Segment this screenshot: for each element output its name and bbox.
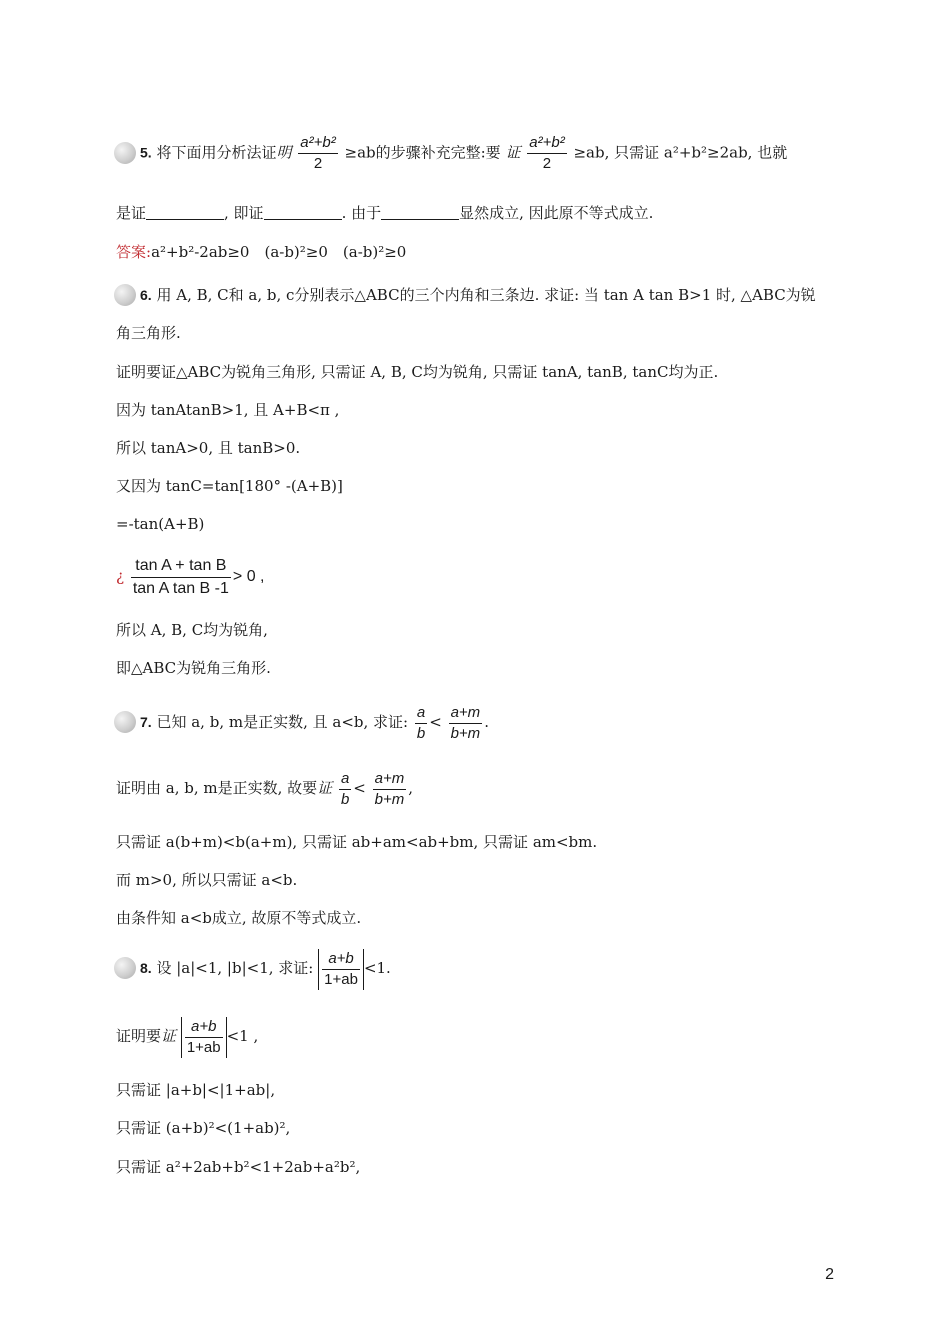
q8-proof-abs-value: $\frac{a+b}{1+ab}$ [181,1017,227,1058]
q5-answer [116,242,406,262]
q8-proof-1: 证明要证 $\frac{a+b}{1+ab}$ <1 , [116,1017,259,1056]
q6-proof-6: ¿ $\frac{\text{tan A + tan B}}{\text{tan A tan B -1}}$ > 0 , [116,552,264,601]
q8-line1: 8. 设 |a|<1, |b|<1, 求证: $\frac{a+b}{1+ab}$ <1. [116,944,391,992]
q8-proof-2: 只需证 |a+b|<|1+ab|, [116,1081,276,1099]
answer-text: a²+b²-2ab≥0 (a-b)²≥0 (a-b)²≥0 [151,243,407,261]
q5-text-a: 将下面用分析法证 [156,143,277,162]
bullet-icon [114,284,136,306]
bullet-icon [114,711,136,733]
q8-proof-4: 只需证 a²+2ab+b²<1+2ab+a²b², [116,1158,361,1176]
q6-proof-7: 所以 A, B, C均为锐角, [116,621,268,639]
q5-fraction-2: $\frac{\text{a²+b²}}{2}$ [529,134,565,172]
q6-proof-4: 又因为 tanC=tan[180° -(A+B)] [116,477,343,495]
q6-line1: 6. 用 A, B, C和 a, b, c分别表示△ABC的三个内角和三条边. 求证: 当 tan A tan B>1 时, △ABC为锐 [116,284,816,306]
q5-line2: 是证 , 即证 . 由于 显然成立, 因此原不等式成立. [116,204,654,222]
q6-proof-3: 所以 tanA>0, 且 tanB>0. [116,439,301,457]
q7-fraction-1: $\frac{a}{b}$ [416,703,426,742]
q6-line2: 角三角形. [116,324,181,342]
q6-proof-1: 证明要证△ABC为锐角三角形, 只需证 A, B, C均为锐角, 只需证 tanA, tanB, tanC均为正. [116,363,719,381]
bullet-icon [114,957,136,979]
q7-proof-fraction-2: $\frac{a+m}{b+m}$ [374,769,405,808]
q6-statement: 用 A, B, C和 a, b, c分别表示△ABC的三个内角和三条边. 求证: 当 tan A tan B>1 时, △ABC为锐 [156,286,816,304]
q6-proof-2: 因为 tanAtanB>1, 且 A+B<π , [116,401,340,419]
q5-fraction-1: $\frac{\text{a²+b²}}{2}$ [300,134,336,172]
q7-proof-3: 而 m>0, 所以只需证 a<b. [116,871,298,889]
answer-blank-1 [146,205,224,220]
q8-proof-3: 只需证 (a+b)²<(1+ab)², [116,1119,291,1137]
q7-proof-1: 证明由 a, b, m是正实数, 故要证 $\frac{a}{b}$ < $\frac{a+m}{b+m}$ , [116,769,414,808]
q8-abs-value: $\frac{a+b}{1+ab}$ [318,949,364,990]
q6-proof-8: 即△ABC为锐角三角形. [116,659,271,677]
q5-number: 5. [140,144,152,161]
q5-text-c: ≥ab, 只需证 a²+b²≥2ab, 也就 [573,143,788,162]
q5-zheng: 证 [505,143,521,162]
q5-text-b: ≥ab的步骤补充完整:要 [344,143,501,162]
answer-blank-3 [381,205,459,220]
bullet-icon [114,142,136,164]
q6-fraction: $\frac{\text{tan A + tan B}}{\text{tan A tan B -1}}$ [132,556,229,597]
answer-label: 答案: [116,243,152,261]
q6-proof-5: =-tan(A+B) [116,515,205,533]
q7-proof-fraction-1: $\frac{a}{b}$ [340,769,350,808]
q7-line1: 7. 已知 a, b, m是正实数, 且 a<b, 求证: $\frac{a}{b}$ < $\frac{a+m}{b+m}$ . [116,700,489,744]
q5-ming: 明 [276,143,292,162]
page-number: 2 [825,1266,834,1283]
q5-line1 [116,133,787,174]
answer-blank-2 [264,205,342,220]
q7-fraction-2: $\frac{a+m}{b+m}$ [450,703,481,742]
q7-proof-4: 由条件知 a<b成立, 故原不等式成立. [116,909,362,927]
q7-proof-2: 只需证 a(b+m)<b(a+m), 只需证 ab+am<ab+bm, 只需证 am<bm. [116,833,598,851]
